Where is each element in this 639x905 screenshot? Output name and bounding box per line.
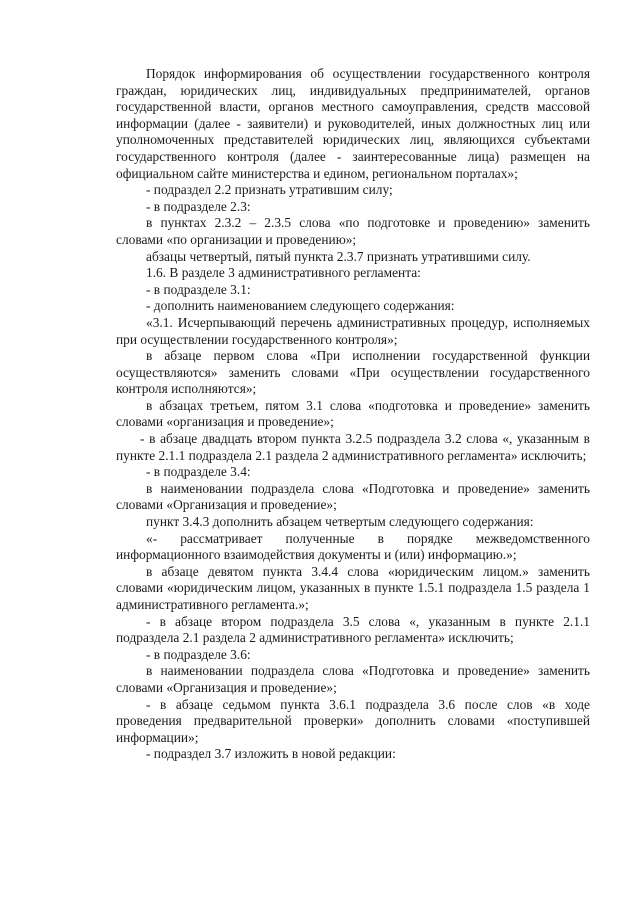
paragraph: в наименовании подраздела слова «Подготовка и проведение» заменить словами «Организация и проведение»;	[116, 480, 590, 513]
paragraph: абзацы четвертый, пятый пункта 2.3.7 признать утратившими силу.	[146, 248, 531, 264]
paragraph: Порядок информирования об осуществлении государственного контроля граждан, юридических лиц, индивидуальных предпринимателей, органов государственной власти, органов местного самоуправления, средств массовой информации (далее - заявители) и руководителей, иных должностных лиц или уполномоченных представителей юридических лиц, являющихся субъектами государственного контроля (далее - заинтересованные лица) размещен на официальном сайте министерства и едином, региональном порталах»;	[116, 66, 590, 181]
paragraph: - в абзаце седьмом пункта 3.6.1 подраздела 3.6 после слов «в ходе проведения предварительной проверки» дополнить словами «поступившей информации»;	[116, 696, 590, 745]
paragraph: - в абзаце двадцать втором пункта 3.2.5 подраздела 3.2 слова «, указанным в пункте 2.1.1 подраздела 2.1 раздела 2 административного регламента» исключить;	[116, 431, 590, 463]
paragraph: - в подразделе 2.3:	[146, 198, 251, 214]
paragraph: - в подразделе 3.1:	[146, 281, 251, 297]
paragraph: в абзацах третьем, пятом 3.1 слова «подготовка и проведение» заменить словами «организация и проведение»;	[116, 397, 590, 430]
paragraph: - дополнить наименованием следующего содержания:	[146, 298, 455, 314]
paragraph: в наименовании подраздела слова «Подготовка и проведение» заменить словами «Организация и проведение»;	[116, 663, 590, 695]
paragraph: «3.1. Исчерпывающий перечень административных процедур, исполняемых при осуществлении государственного контроля»;	[116, 314, 590, 347]
paragraph: в пунктах 2.3.2 – 2.3.5 слова «по подготовке и проведению» заменить словами «по организации и проведению»;	[116, 215, 590, 247]
paragraph: пункт 3.4.3 дополнить абзацем четвертым следующего содержания:	[146, 514, 534, 530]
paragraph: - подраздел 2.2 признать утратившим силу;	[146, 182, 393, 198]
paragraph: в абзаце девятом пункта 3.4.4 слова «юридическим лицом.» заменить словами «юридическим лицом, указанных в пункте 1.5.1 подраздела 1.5 раздела 1 административного регламента.»;	[116, 563, 590, 612]
document-body	[116, 66, 590, 763]
paragraph: - в подразделе 3.4:	[146, 464, 251, 480]
paragraph: - в подразделе 3.6:	[146, 646, 251, 662]
paragraph: в абзаце первом слова «При исполнении государственной функции осуществляются» заменить словами «При осуществлении государственного контроля исполняются»;	[116, 348, 590, 397]
paragraph: 1.6. В разделе 3 административного регламента:	[146, 265, 421, 281]
paragraph: - подраздел 3.7 изложить в новой редакции:	[146, 746, 396, 762]
paragraph: «- рассматривает полученные в порядке межведомственного информационного взаимодействия документы и (или) информацию.»;	[116, 530, 590, 563]
paragraph: - в абзаце втором подраздела 3.5 слова «, указанным в пункте 2.1.1 подраздела 2.1 раздела 2 административного регламента» исключить;	[116, 613, 590, 646]
